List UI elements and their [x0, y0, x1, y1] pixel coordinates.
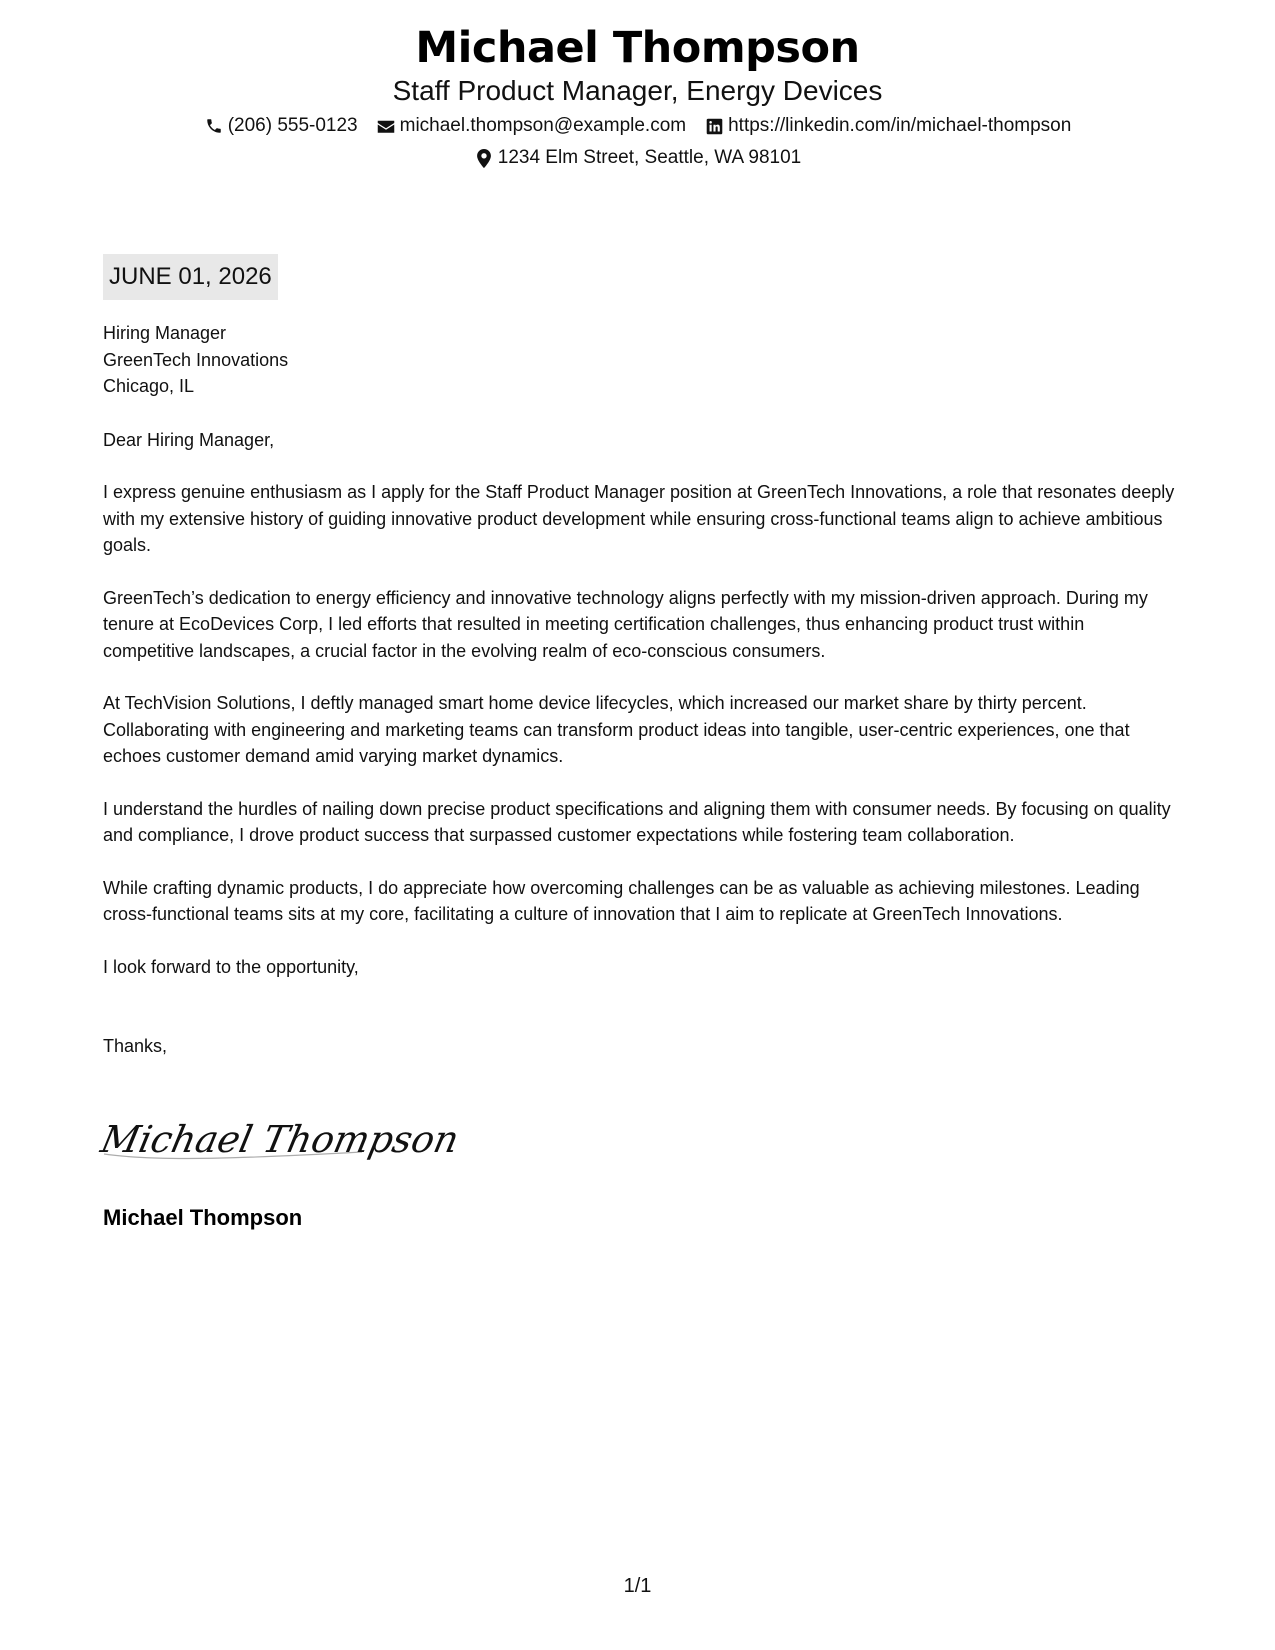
- linkedin-contact[interactable]: [704, 114, 1071, 138]
- greeting: Dear Hiring Manager,: [103, 429, 275, 450]
- paragraph: I understand the hurdles of nailing down precise product specifications and aligning them with consumer needs. By focusing on quality and compliance, I drove product success that surpassed customer expectations while fostering team collaboration.: [103, 798, 1171, 845]
- page-number: 1/1: [623, 1575, 652, 1597]
- phone-contact: [204, 114, 358, 138]
- paragraph: While crafting dynamic products, I do appreciate how overcoming challenges can be as valuable as achieving milestones. Leading cross-functional teams sits at my core, facilitating a culture of innovation that I aim to replicate at GreenTech Innovations.: [103, 877, 1140, 924]
- phone-icon: [204, 116, 224, 136]
- paragraph: At TechVision Solutions, I deftly managed smart home device lifecycles, which increased our market share by thirty percent. Collaborating with engineering and marketing teams can transform product ideas into tangible, user-centric experiences, one that echoes customer demand amid varying market dynamics.: [103, 693, 1130, 766]
- signed-name: Michael Thompson: [103, 1205, 303, 1230]
- phone-text: (206) 555-0123: [227, 115, 358, 136]
- letter-header: [0, 22, 1275, 170]
- paragraph: GreenTech’s dedication to energy efficiency and innovative technology aligns perfectly with my mission-driven approach. During my tenure at EcoDevices Corp, I led efforts that resulted in meeting certification challenges, thus enhancing product trust within competitive landscapes, a crucial factor in the evolving realm of eco-conscious consumers.: [103, 587, 1148, 661]
- recipient-line: Hiring Manager: [103, 323, 227, 343]
- closing-line: I look forward to the opportunity,: [103, 956, 359, 977]
- map-marker-icon: [474, 148, 494, 168]
- applicant-title: Staff Product Manager, Energy Devices: [392, 75, 883, 106]
- address-text: 1234 Elm Street, Seattle, WA 98101: [497, 147, 802, 168]
- linkedin-text[interactable]: https://linkedin.com/in/michael-thompson: [728, 115, 1072, 136]
- applicant-name: Michael Thompson: [415, 23, 860, 73]
- recipient-block: [103, 320, 1175, 400]
- recipient-line: GreenTech Innovations: [103, 349, 289, 370]
- paragraph: I express genuine enthusiasm as I apply for the Staff Product Manager position at GreenTech Innovations, a role that resonates deeply with my extensive history of guiding innovative product development while ensuring cross-functional teams align to achieve ambitious goals.: [103, 482, 1175, 555]
- email-text[interactable]: michael.thompson@example.com: [399, 115, 687, 136]
- linkedin-icon: [704, 116, 724, 136]
- sign-off: Thanks,: [103, 1036, 168, 1056]
- email-contact[interactable]: [376, 114, 686, 138]
- address-contact: [474, 146, 801, 170]
- letter-body: [103, 320, 1175, 1060]
- letter-date: JUNE 01, 2026: [103, 254, 278, 300]
- address-row: [0, 146, 1275, 170]
- handwritten-signature: [97, 1110, 463, 1170]
- signature-glyphs: Michael Thompson: [97, 1117, 463, 1161]
- recipient-line: Chicago, IL: [103, 376, 195, 396]
- contact-row: [0, 114, 1275, 138]
- envelope-icon: [376, 116, 396, 136]
